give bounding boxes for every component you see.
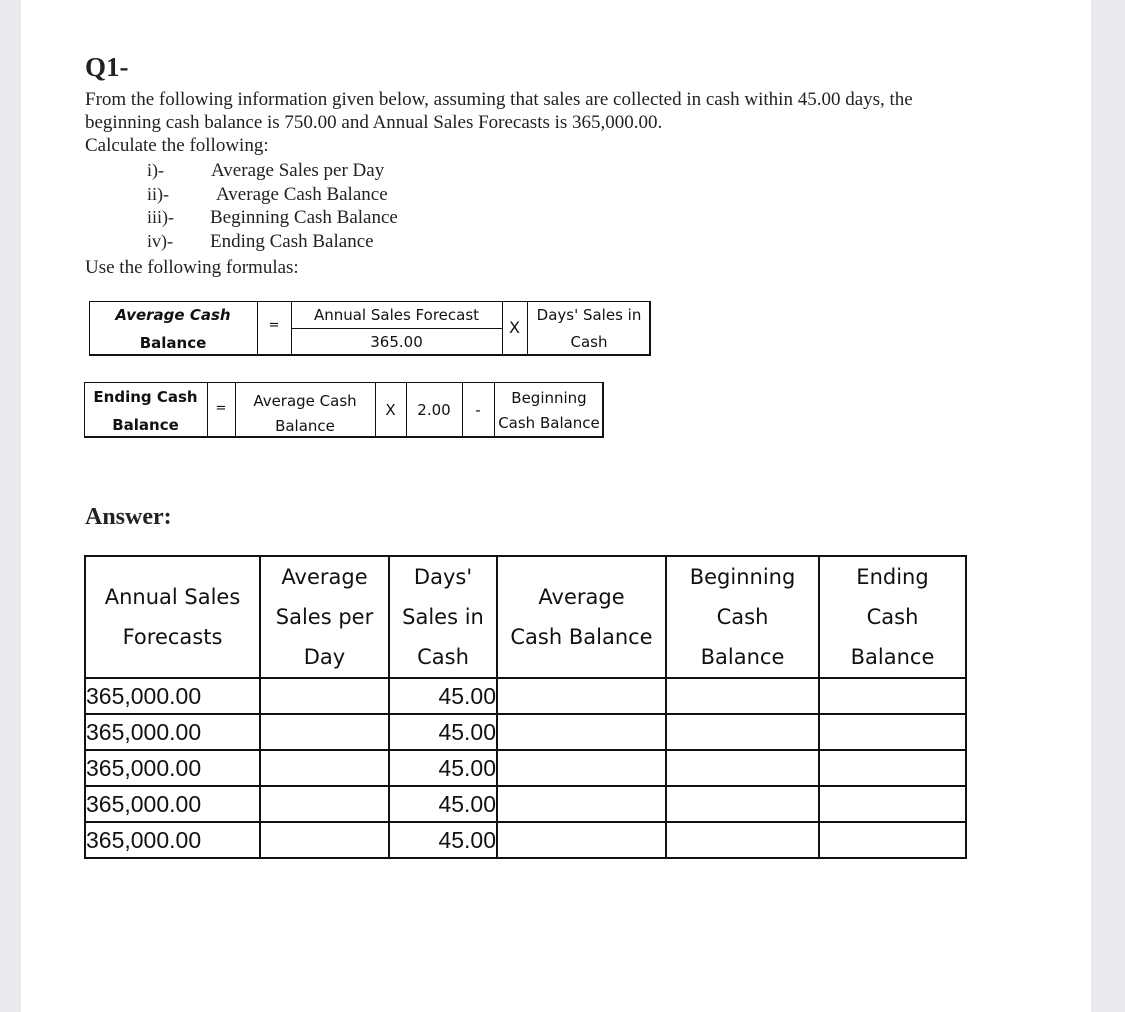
ending-cash-cell[interactable]	[819, 822, 966, 858]
days-sales-cell: 45.00	[389, 786, 497, 822]
formula2-term2-line2: Cash Balance	[498, 414, 600, 432]
formula2-lhs-line2: Balance	[112, 416, 179, 434]
header-ending-cash-balance: Ending Cash Balance	[819, 556, 966, 678]
formula1-denominator: 365.00	[370, 333, 423, 351]
avg-cash-balance-cell[interactable]	[497, 786, 666, 822]
formula2-term1-line1: Average Cash	[253, 392, 357, 410]
item-number: ii)-	[147, 183, 169, 204]
beginning-cash-cell[interactable]	[666, 750, 819, 786]
beginning-cash-cell[interactable]	[666, 786, 819, 822]
header-annual-sales-forecasts: Annual Sales Forecasts	[85, 556, 260, 678]
avg-sales-per-day-cell[interactable]	[260, 786, 389, 822]
ending-cash-cell[interactable]	[819, 714, 966, 750]
avg-cash-balance-cell[interactable]	[497, 822, 666, 858]
item-number: i)-	[147, 160, 164, 180]
ending-cash-cell[interactable]	[819, 786, 966, 822]
intro-line-2: beginning cash balance is 750.00 and Annual Sales Forecasts is 365,000.00.	[85, 112, 663, 133]
avg-cash-balance-cell[interactable]	[497, 714, 666, 750]
days-sales-cell: 45.00	[389, 822, 497, 858]
formula1-numerator: Annual Sales Forecast	[313, 306, 480, 324]
answer-table	[84, 555, 967, 859]
calculate-line: Calculate the following:	[85, 135, 269, 156]
formula2-equals: =	[215, 401, 227, 416]
formula2-factor: 2.00	[417, 401, 451, 419]
header-average-sales-per-day: Average Sales per Day	[260, 556, 389, 678]
table-row	[85, 786, 966, 822]
formula1-rhs-line1: Days' Sales in	[536, 306, 642, 324]
table-row	[85, 750, 966, 786]
avg-sales-per-day-cell[interactable]	[260, 678, 389, 714]
formulas-intro: Use the following formulas:	[85, 257, 299, 278]
table-row	[85, 822, 966, 858]
formula1-lhs-line2: Balance	[139, 334, 207, 352]
item-text: Ending Cash Balance	[210, 230, 374, 252]
formula1-times: X	[509, 318, 520, 337]
intro-line-1: From the following information given below, assuming that sales are collected in cash within 45.00 days, the	[85, 89, 913, 110]
header-beginning-cash-balance: Beginning Cash Balance	[666, 556, 819, 678]
avg-cash-balance-cell[interactable]	[497, 678, 666, 714]
item-number: iv)-	[147, 230, 173, 251]
forecast-cell: 365,000.00	[85, 714, 260, 750]
formula1-equals: =	[268, 318, 280, 333]
item-text: Average Cash Balance	[216, 183, 388, 205]
formula1-lhs-line1: Average Cash	[115, 306, 231, 324]
days-sales-cell: 45.00	[389, 714, 497, 750]
ending-cash-cell[interactable]	[819, 750, 966, 786]
item-number: iii)-	[147, 207, 174, 227]
item-text: Average Sales per Day	[211, 160, 385, 181]
document-page	[21, 0, 1091, 1012]
forecast-cell: 365,000.00	[85, 678, 260, 714]
days-sales-cell: 45.00	[389, 678, 497, 714]
table-row	[85, 678, 966, 714]
formula1-rhs-line2: Cash	[570, 333, 608, 351]
formula2-minus: -	[475, 401, 481, 419]
formula2-term1-line2: Balance	[275, 417, 335, 435]
forecast-cell: 365,000.00	[85, 822, 260, 858]
avg-sales-per-day-cell[interactable]	[260, 750, 389, 786]
header-days-sales-in-cash: Days' Sales in Cash	[389, 556, 497, 678]
ending-cash-cell[interactable]	[819, 678, 966, 714]
table-row	[85, 714, 966, 750]
formula2-term2-line1: Beginning	[511, 389, 587, 407]
answer-label: Answer:	[85, 504, 172, 530]
formula2-times: X	[385, 401, 396, 419]
forecast-cell: 365,000.00	[85, 750, 260, 786]
beginning-cash-cell[interactable]	[666, 714, 819, 750]
header-row	[85, 556, 966, 678]
item-text: Beginning Cash Balance	[210, 207, 398, 228]
beginning-cash-cell[interactable]	[666, 678, 819, 714]
header-average-cash-balance: Average Cash Balance	[497, 556, 666, 678]
avg-sales-per-day-cell[interactable]	[260, 714, 389, 750]
item-numbers	[147, 159, 174, 253]
avg-sales-per-day-cell[interactable]	[260, 822, 389, 858]
question-title: Q1-	[85, 52, 129, 82]
avg-cash-balance-cell[interactable]	[497, 750, 666, 786]
days-sales-cell: 45.00	[389, 750, 497, 786]
forecast-cell: 365,000.00	[85, 786, 260, 822]
beginning-cash-cell[interactable]	[666, 822, 819, 858]
formula2-lhs-line1: Ending Cash	[93, 388, 198, 406]
